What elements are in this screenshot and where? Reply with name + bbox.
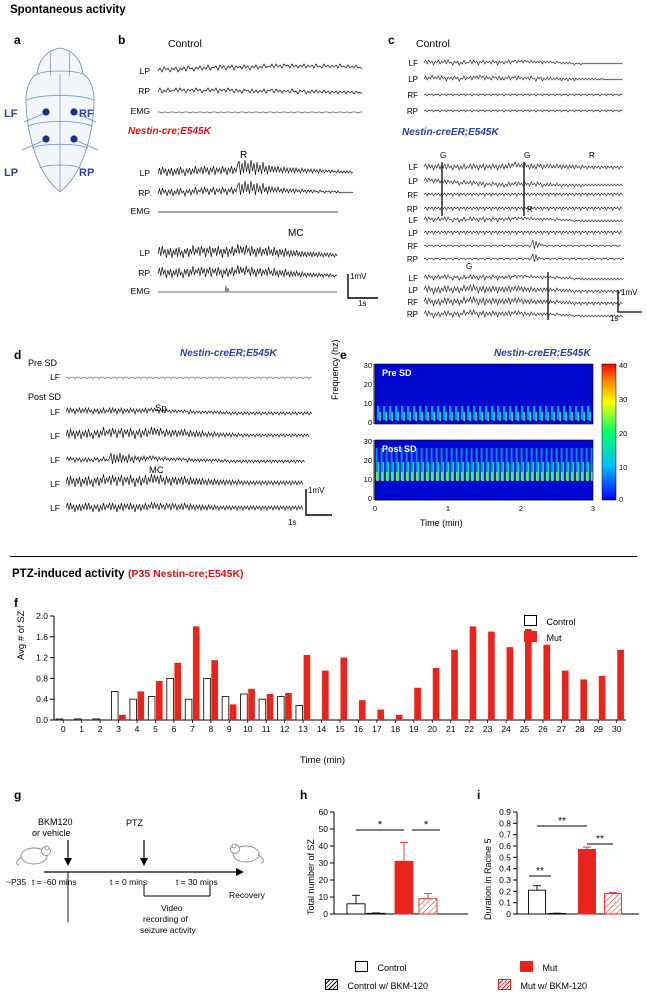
svg-text:10: 10 — [318, 892, 328, 902]
svg-text:LF: LF — [50, 455, 60, 465]
svg-text:5: 5 — [153, 724, 158, 734]
panel-c-mark-g1: G — [440, 151, 447, 160]
legend-bottom-control — [355, 958, 406, 976]
svg-text:22: 22 — [464, 724, 474, 734]
svg-text:EMG: EMG — [130, 206, 150, 216]
panel-g-age-label: ~P35 — [6, 877, 27, 887]
svg-text:LF: LF — [50, 431, 60, 441]
svg-text:0: 0 — [506, 909, 511, 919]
legend-swatch-control-2 — [355, 961, 368, 972]
svg-text:14: 14 — [316, 724, 327, 734]
svg-text:LF: LF — [50, 407, 60, 417]
panel-f-xlabel: Time (min) — [300, 755, 346, 766]
svg-text:4: 4 — [134, 724, 140, 734]
panel-g-t2-label: t = 0 mins — [110, 877, 148, 887]
legend-swatch-mut-bkm — [498, 979, 511, 990]
panel-d-mark-sp: Sp — [155, 403, 167, 414]
section-subtitle-ptz: (P35 Nestin-cre;E545K) — [128, 568, 244, 580]
legend-bottom-mut-bkm — [498, 976, 587, 994]
svg-text:30: 30 — [363, 361, 372, 370]
section-title-spontaneous: Spontaneous activity — [10, 4, 126, 16]
svg-text:RF: RF — [407, 191, 418, 200]
svg-text:1.2: 1.2 — [36, 652, 48, 663]
svg-text:LP: LP — [408, 75, 418, 84]
svg-text:26: 26 — [538, 724, 548, 734]
panel-g-recovery-label: Recovery — [229, 890, 265, 900]
panel-c-traces-mut-1 — [402, 158, 632, 220]
panel-g-video-2: recording of — [143, 914, 188, 924]
svg-text:0.8: 0.8 — [36, 673, 48, 684]
legend-swatch-control-bkm — [325, 979, 338, 990]
panel-h-ylabel: Total number of SZ — [306, 838, 316, 915]
panel-a-label-rp: RP — [79, 167, 95, 179]
section-title-ptz: PTZ-induced activity — [12, 568, 125, 580]
panel-g-t3-label: t = 30 mins — [176, 877, 218, 887]
panel-letter-e: e — [340, 348, 347, 362]
panel-d-mark-mc: MC — [149, 465, 164, 476]
panel-a-label-lp: LP — [4, 167, 19, 179]
svg-text:RP: RP — [138, 188, 150, 198]
svg-text:RP: RP — [406, 107, 418, 116]
panel-c-scale-mv: 1mV — [621, 288, 638, 297]
panel-e-ylabel: Frequency (hz) — [330, 339, 340, 400]
panel-c-traces-mut-2 — [402, 212, 632, 268]
panel-c-mark-r1: R — [589, 151, 595, 160]
svg-text:24: 24 — [501, 724, 511, 734]
legend-label-control-2: Control — [377, 963, 407, 973]
panel-c-mark-g2: G — [524, 151, 531, 160]
svg-text:0.4: 0.4 — [36, 694, 48, 705]
svg-text:0: 0 — [367, 494, 372, 503]
svg-text:*: * — [423, 819, 429, 831]
svg-text:0.2: 0.2 — [499, 886, 511, 897]
svg-text:19: 19 — [409, 724, 419, 734]
svg-text:30: 30 — [619, 395, 628, 404]
svg-text:20: 20 — [318, 875, 328, 885]
svg-text:3: 3 — [116, 724, 121, 734]
svg-text:0.1: 0.1 — [499, 897, 511, 908]
panel-e-xlabel: Time (min) — [420, 518, 463, 528]
panel-letter-c: c — [388, 33, 395, 47]
panel-a-label-lf: LF — [4, 108, 18, 120]
svg-text:17: 17 — [372, 724, 382, 734]
svg-text:0.5: 0.5 — [499, 852, 511, 863]
panel-a-label-rf: RF — [79, 108, 94, 120]
panel-a-skull-diagram — [10, 44, 110, 204]
panel-b-traces-mutant-2 — [128, 240, 368, 302]
panel-e-post-sd-label: Post SD — [382, 444, 417, 454]
svg-text:29: 29 — [593, 724, 604, 734]
svg-text:RF: RF — [407, 91, 418, 100]
panel-b-mark-mc: MC — [288, 228, 304, 239]
panel-c-genotype: Nestin-creER;E545K — [402, 127, 499, 138]
svg-text:0: 0 — [619, 495, 624, 504]
legend-label-mut-2: Mut — [542, 963, 558, 973]
svg-text:9: 9 — [226, 724, 232, 734]
legend-label-mut: Mut — [546, 633, 562, 643]
panel-g-video-3: seizure activity — [140, 925, 196, 935]
svg-text:LF: LF — [408, 274, 418, 283]
panel-d-post-sd-label: Post SD — [28, 392, 62, 402]
svg-text:40: 40 — [318, 841, 328, 851]
svg-text:2: 2 — [518, 504, 524, 513]
svg-text:50: 50 — [318, 824, 328, 834]
panel-c-traces-control — [402, 54, 632, 124]
panel-letter-g: g — [14, 788, 22, 802]
panel-g-drug-label-2: or vehicle — [32, 828, 71, 838]
svg-text:RF: RF — [407, 242, 418, 251]
svg-text:LP: LP — [139, 248, 150, 258]
svg-text:**: ** — [536, 866, 544, 877]
svg-text:20: 20 — [619, 429, 628, 438]
svg-text:1: 1 — [445, 504, 451, 513]
legend-bottom-mut — [520, 958, 557, 976]
svg-text:27: 27 — [556, 724, 567, 734]
svg-text:LF: LF — [408, 59, 418, 68]
panel-c-mark-r2: R — [527, 205, 533, 214]
svg-text:7: 7 — [190, 724, 195, 734]
svg-text:RP: RP — [138, 268, 150, 278]
panel-g-ptz-label: PTZ — [126, 818, 143, 828]
svg-text:2.0: 2.0 — [36, 611, 48, 621]
svg-text:23: 23 — [482, 724, 493, 734]
svg-text:RP: RP — [406, 205, 418, 214]
panel-f-legend-mut — [524, 628, 561, 646]
panel-b-genotype: Nestin-cre;E545K — [128, 126, 211, 137]
svg-text:RP: RP — [406, 255, 418, 264]
svg-text:10: 10 — [363, 399, 372, 408]
panel-b-scale-s: 1s — [358, 299, 367, 308]
svg-text:11: 11 — [261, 724, 271, 734]
svg-text:LP: LP — [408, 177, 418, 186]
svg-text:60: 60 — [318, 807, 328, 817]
svg-text:28: 28 — [575, 724, 585, 734]
panel-b-traces-control — [128, 60, 368, 122]
panel-d-genotype: Nestin-creER;E545K — [180, 348, 277, 359]
panel-letter-i: i — [477, 788, 481, 802]
svg-text:21: 21 — [445, 724, 456, 734]
svg-text:10: 10 — [619, 463, 628, 472]
panel-h-chart — [300, 798, 475, 948]
svg-text:RP: RP — [138, 86, 150, 96]
svg-text:16: 16 — [353, 724, 364, 734]
svg-text:LP: LP — [408, 229, 418, 238]
svg-text:LP: LP — [408, 286, 418, 295]
svg-text:1: 1 — [79, 724, 85, 734]
legend-label-mut-bkm: Mut w/ BKM-120 — [520, 981, 587, 991]
svg-text:0.9: 0.9 — [499, 807, 511, 817]
panel-letter-f: f — [14, 596, 18, 610]
panel-d-traces-post — [30, 398, 320, 516]
panel-e-genotype: Nestin-creER;E545K — [494, 348, 591, 359]
panel-f-ylabel: Avg # of SZ — [16, 610, 27, 660]
svg-text:10: 10 — [243, 724, 253, 734]
svg-text:0: 0 — [323, 909, 328, 919]
svg-text:LF: LF — [50, 479, 60, 489]
legend-bottom-control-bkm — [325, 976, 428, 994]
panel-d-scale-mv: 1mV — [308, 486, 325, 495]
svg-text:LF: LF — [408, 163, 418, 172]
panel-b-scale-mv: 1mV — [350, 272, 367, 281]
svg-text:**: ** — [596, 834, 604, 845]
svg-text:**: ** — [558, 816, 566, 827]
panel-c-title-control: Control — [416, 38, 450, 50]
svg-text:LF: LF — [408, 216, 418, 225]
legend-swatch-mut-2 — [520, 961, 533, 972]
panel-letter-d: d — [14, 348, 22, 362]
svg-text:20: 20 — [427, 724, 437, 734]
svg-text:RP: RP — [406, 310, 418, 319]
svg-text:0: 0 — [372, 504, 378, 513]
svg-text:30: 30 — [318, 858, 328, 868]
panel-g-drug-label: BKM120 — [38, 817, 73, 827]
svg-text:LF: LF — [50, 372, 60, 382]
panel-d-pre-sd-label: Pre SD — [28, 358, 58, 368]
svg-text:18: 18 — [390, 724, 401, 734]
panel-i-chart — [477, 798, 645, 948]
panel-d-trace-pre — [30, 368, 320, 392]
svg-text:2: 2 — [97, 724, 103, 734]
panel-i-ylabel: Duration in Racine 5 — [483, 838, 493, 920]
panel-g-video-1: Video — [161, 903, 183, 913]
svg-text:0.0: 0.0 — [36, 715, 48, 725]
panel-b-title-control: Control — [168, 38, 202, 50]
svg-text:0.7: 0.7 — [499, 829, 511, 840]
svg-text:0.4: 0.4 — [499, 863, 511, 874]
svg-text:1.6: 1.6 — [36, 631, 48, 642]
svg-text:0: 0 — [60, 724, 66, 734]
svg-text:20: 20 — [363, 380, 372, 389]
svg-text:EMG: EMG — [130, 286, 150, 296]
svg-text:RF: RF — [407, 298, 418, 307]
panel-g-t1-label: t = -60 mins — [32, 877, 77, 887]
svg-text:*: * — [377, 819, 383, 831]
panel-e-pre-sd-label: Pre SD — [382, 368, 412, 378]
panel-letter-h: h — [300, 788, 308, 802]
svg-text:13: 13 — [298, 724, 308, 734]
panel-letter-b: b — [118, 33, 126, 47]
legend-label-control: Control — [546, 617, 576, 627]
panel-d-scale-s: 1s — [288, 518, 297, 527]
panel-c-traces-mut-3 — [402, 270, 632, 322]
svg-text:0.8: 0.8 — [499, 818, 511, 829]
legend-label-control-bkm: Control w/ BKM-120 — [347, 981, 428, 991]
svg-text:15: 15 — [335, 724, 345, 734]
svg-text:8: 8 — [208, 724, 214, 734]
legend-swatch-control — [524, 615, 537, 626]
svg-text:20: 20 — [363, 456, 372, 465]
svg-text:12: 12 — [279, 724, 290, 734]
panel-c-mark-g3: G — [466, 262, 473, 271]
panel-b-mark-r: R — [240, 150, 248, 161]
svg-text:LP: LP — [139, 66, 150, 76]
svg-text:40: 40 — [619, 361, 628, 370]
svg-text:LP: LP — [139, 168, 150, 178]
panel-letter-a: a — [14, 33, 21, 47]
svg-text:6: 6 — [171, 724, 177, 734]
panel-c-scale-s: 1s — [610, 314, 619, 323]
svg-text:0.3: 0.3 — [499, 875, 511, 885]
svg-text:LF: LF — [50, 503, 60, 513]
svg-text:3: 3 — [590, 504, 596, 513]
svg-text:30: 30 — [363, 437, 372, 446]
svg-text:0: 0 — [367, 418, 372, 427]
svg-text:10: 10 — [363, 475, 372, 484]
svg-text:0.6: 0.6 — [499, 841, 511, 851]
svg-text:30: 30 — [612, 724, 622, 734]
panel-b-traces-mutant-1 — [128, 160, 368, 222]
svg-text:EMG: EMG — [130, 106, 150, 116]
legend-swatch-mut — [524, 631, 537, 642]
svg-text:25: 25 — [519, 724, 530, 734]
